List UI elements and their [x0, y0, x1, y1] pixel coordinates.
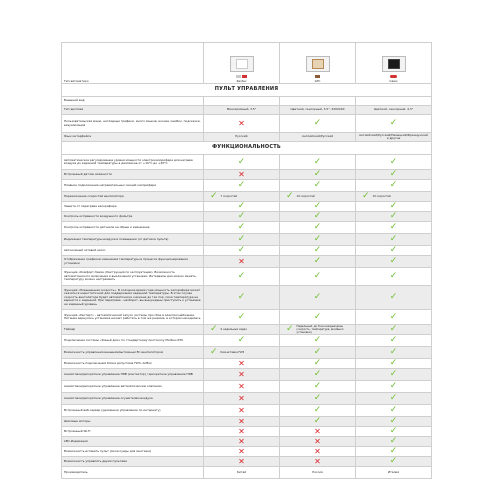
- check-icon: ✓: [313, 405, 322, 415]
- cell-zentec: [204, 246, 280, 256]
- table-row: [62, 467, 432, 479]
- check-icon: ✓: [313, 335, 322, 345]
- cell-gtc: [280, 335, 356, 347]
- cell-text: Английский/Русский: [301, 134, 334, 139]
- cross-icon: ✕: [238, 369, 245, 379]
- check-icon: ✓: [313, 234, 322, 244]
- cell-text: 9 недельных задач: [220, 328, 247, 331]
- cell-zentec: [204, 180, 280, 192]
- cell-caleo: [356, 457, 432, 467]
- cell-text: Недельный, до 8 на каждый день (скорость, температура, вкл/выкл установки): [296, 325, 344, 334]
- check-icon: ✓: [313, 245, 322, 255]
- cell-caleo: [356, 212, 432, 222]
- cell-zentec: [204, 347, 280, 359]
- check-icon: ✓: [237, 201, 246, 211]
- cell-text: 10 скоростей: [296, 195, 315, 198]
- check-icon: ✓: [286, 324, 294, 334]
- row-label: Возможность подключения блока допустима FW3, AirBox: [62, 359, 204, 369]
- cell-gtc: [280, 115, 356, 133]
- check-icon: ✓: [313, 292, 322, 302]
- table-row: [62, 234, 432, 246]
- check-icon: ✓: [389, 358, 398, 368]
- table-row: [62, 417, 432, 427]
- section-header: [62, 84, 432, 97]
- row-label: Функция «Комфорт-Зима» (Инструкция по эксплуатации). Возможность автоматического включения и выключения установки. Интервалы дня можно менять, температуру можно настраивать: [62, 268, 204, 286]
- cell-zentec: [204, 222, 280, 234]
- cross-icon: ✕: [238, 256, 245, 266]
- cross-icon: ✕: [314, 456, 321, 466]
- cross-icon: ✕: [314, 426, 321, 436]
- cell-zentec: [204, 115, 280, 133]
- cell-zentec: [204, 437, 280, 447]
- cross-icon: ✕: [238, 381, 245, 391]
- check-icon: ✓: [237, 311, 246, 322]
- product-name-1: Zentec: [236, 78, 247, 83]
- row-label: Встроенный веб-сервер (удаленное управление по интернету): [62, 405, 204, 417]
- check-icon: ✓: [362, 191, 370, 201]
- check-icon: ✓: [389, 369, 398, 379]
- check-icon: ✓: [237, 156, 246, 167]
- row-label: Встроенный Wi-Fi: [62, 427, 204, 437]
- cell-caleo: [356, 310, 432, 325]
- cross-icon: ✕: [238, 446, 245, 456]
- row-label: LED-Индикация: [62, 437, 204, 447]
- cell-caleo: [356, 106, 432, 115]
- cross-icon: ✕: [238, 358, 245, 368]
- check-icon: ✓: [389, 456, 398, 466]
- row-label: Отображение графиков изменения температуры в процессе функционирования установки: [62, 256, 204, 268]
- cell-text: Китай: [236, 469, 247, 474]
- cell-caleo: [356, 246, 432, 256]
- row-label: Автоматическое регулирование уровня мощности электрокалорифера для нагрева воздуха до заданной температуры в диапазоне от +10°С до +30°С: [62, 155, 204, 170]
- table-row: [62, 427, 432, 437]
- row-label: Индикация температуры воздуха в помещении (от датчика пульта): [62, 234, 204, 246]
- cell-caleo: [356, 381, 432, 393]
- cell-zentec: [204, 170, 280, 180]
- check-icon: ✓: [389, 335, 398, 345]
- check-icon: ✓: [313, 169, 322, 179]
- section-title: ФУНКЦИОНАЛЬНОСТЬ: [62, 142, 432, 155]
- cell-gtc: [280, 97, 356, 106]
- table-row: [62, 347, 432, 359]
- cell-text: Цветной, сенсорный, 4.3": [373, 107, 414, 112]
- table-row: [62, 405, 432, 417]
- cell-text: Россия: [312, 469, 323, 474]
- check-icon: ✓: [313, 369, 322, 379]
- check-icon: ✓: [286, 191, 294, 201]
- cell-gtc: [280, 427, 356, 437]
- check-icon: ✓: [389, 222, 398, 232]
- check-icon: ✓: [389, 156, 398, 167]
- cell-caleo: [356, 325, 432, 335]
- cell-zentec: [204, 457, 280, 467]
- cell-gtc: [280, 393, 356, 405]
- cell-text: Цветной, сенсорный, 3.5", 320X240: [290, 107, 345, 112]
- check-icon: ✓: [389, 416, 398, 426]
- product-column-1: [204, 43, 280, 84]
- cell-text: Ким-вставка FW3: [220, 351, 245, 354]
- check-icon: ✓: [237, 335, 246, 345]
- cell-gtc: [280, 359, 356, 369]
- check-icon: ✓: [389, 118, 398, 128]
- check-icon: ✓: [237, 180, 246, 190]
- section-header: [62, 142, 432, 155]
- check-icon: ✓: [313, 180, 322, 190]
- cross-icon: ✕: [238, 393, 245, 403]
- check-icon: ✓: [313, 393, 322, 403]
- table-row: [62, 268, 432, 286]
- table-row: [62, 97, 432, 106]
- check-icon: ✓: [237, 271, 246, 281]
- check-icon: ✓: [313, 358, 322, 368]
- cell-gtc: [280, 467, 356, 479]
- cell-caleo: [356, 286, 432, 310]
- cell-caleo: [356, 369, 432, 381]
- cross-icon: ✕: [314, 436, 321, 446]
- cell-gtc: [280, 347, 356, 359]
- cell-zentec: [204, 268, 280, 286]
- product-image-1: [230, 56, 254, 72]
- cell-zentec: [204, 133, 280, 142]
- cell-caleo: [356, 115, 432, 133]
- product-image-2: [306, 56, 330, 72]
- product-name-3: Caleo: [389, 78, 398, 83]
- table-row: [62, 180, 432, 192]
- check-icon: ✓: [210, 191, 218, 201]
- check-icon: ✓: [313, 271, 322, 281]
- cell-caleo: [356, 405, 432, 417]
- table-row: [62, 192, 432, 202]
- cell-gtc: [280, 457, 356, 467]
- row-label: Переключение скоростей вентилятора: [62, 192, 204, 202]
- cell-caleo: [356, 467, 432, 479]
- cell-text: Монохромный, 3.5": [226, 107, 257, 112]
- cell-zentec: [204, 310, 280, 325]
- row-label: Контроль исправности воздушного фильтра: [62, 212, 204, 222]
- table-row: [62, 155, 432, 170]
- check-icon: ✓: [389, 426, 398, 436]
- cell-caleo: [356, 155, 432, 170]
- cell-text: Русский: [235, 134, 248, 139]
- check-icon: ✓: [389, 292, 398, 302]
- table-row: [62, 286, 432, 310]
- comparison-table: [61, 42, 432, 479]
- cell-gtc: [280, 155, 356, 170]
- check-icon: ✓: [389, 324, 398, 334]
- cross-icon: ✕: [314, 446, 321, 456]
- check-icon: ✓: [313, 381, 322, 391]
- flag-icons-1: [236, 75, 247, 78]
- cell-zentec: [204, 192, 280, 202]
- cell-caleo: [356, 170, 432, 180]
- cell-zentec: [204, 381, 280, 393]
- cell-caleo: [356, 97, 432, 106]
- check-icon: ✓: [389, 169, 398, 179]
- cell-caleo: [356, 133, 432, 142]
- check-icon: ✓: [389, 347, 398, 357]
- table-row: [62, 106, 432, 115]
- cell-caleo: [356, 180, 432, 192]
- cell-zentec: [204, 325, 280, 335]
- flag-icons-2: [315, 75, 320, 78]
- row-label: Таймер: [62, 325, 204, 335]
- cell-caleo: [356, 359, 432, 369]
- cell-zentec: [204, 393, 280, 405]
- cross-icon: ✕: [238, 426, 245, 436]
- type-label: Тип автоматики: [62, 43, 204, 84]
- cell-gtc: [280, 212, 356, 222]
- row-label: Защита от перегрева калорифера: [62, 202, 204, 212]
- cell-zentec: [204, 234, 280, 246]
- table-row: [62, 393, 432, 405]
- cell-gtc: [280, 106, 356, 115]
- check-icon: ✓: [313, 416, 322, 426]
- cell-caleo: [356, 437, 432, 447]
- table-row: [62, 369, 432, 381]
- row-label: Пользовательская меню, наглядные графики, много языков, иконки ошибок, подсказки, визуализация: [62, 115, 204, 133]
- check-icon: ✓: [389, 180, 398, 190]
- cell-zentec: [204, 106, 280, 115]
- table-row: [62, 437, 432, 447]
- row-label: Функция «Рестарт» - автоматический запуск системы при сбое в электроснабжении. Питание вернулось установка начнет работать в том же режиме, в котором находилась: [62, 310, 204, 325]
- cell-caleo: [356, 335, 432, 347]
- cell-zentec: [204, 369, 280, 381]
- cell-zentec: [204, 405, 280, 417]
- product-header-row: [62, 43, 432, 84]
- cell-gtc: [280, 369, 356, 381]
- cell-text: Английский/Русский/Немецкий/Французский и другие: [359, 132, 428, 140]
- cell-gtc: [280, 256, 356, 268]
- table-row: [62, 359, 432, 369]
- row-label: Контроль исправности датчиков на обрыв и замыкание: [62, 222, 204, 234]
- flag-icons-3: [390, 75, 397, 78]
- cell-gtc: [280, 202, 356, 212]
- check-icon: ✓: [313, 156, 322, 167]
- check-icon: ✓: [389, 245, 398, 255]
- table-row: [62, 447, 432, 457]
- cell-gtc: [280, 325, 356, 335]
- row-label: Функция «Повышенная скорость». В холодное время года мощность калорифера может оказаться недостаточной для поддержания заданной температуры. В этом случае скорость вентилятора будет автоматически снижена до тех пор, пока температура не вернется к заданной. При перегреве - наоборот, вы вынуждены приступить к установке на заданный уровень: [62, 286, 204, 310]
- table-row: [62, 246, 432, 256]
- cell-zentec: [204, 467, 280, 479]
- cross-icon: ✕: [238, 436, 245, 446]
- check-icon: ✓: [389, 405, 398, 415]
- cell-caleo: [356, 393, 432, 405]
- table-row: [62, 310, 432, 325]
- table-row: [62, 457, 432, 467]
- cross-icon: ✕: [238, 169, 245, 179]
- cell-gtc: [280, 133, 356, 142]
- check-icon: ✓: [389, 393, 398, 403]
- check-icon: ✓: [237, 292, 246, 302]
- cell-text: Италия: [387, 469, 400, 474]
- product-name-2: GTC: [314, 78, 321, 83]
- row-label: Аналоговое/дискретное управление осушителем воздуха: [62, 393, 204, 405]
- row-label: Плавное подключение нагревательных секций калорифера: [62, 180, 204, 192]
- cell-zentec: [204, 447, 280, 457]
- check-icon: ✓: [389, 256, 398, 266]
- table-row: [62, 222, 432, 234]
- check-icon: ✓: [237, 245, 246, 255]
- table-row: [62, 381, 432, 393]
- section-title: ПУЛЬТ УПРАВЛЕНИЯ: [62, 84, 432, 97]
- row-label: Возможность управлять двумя пультами: [62, 457, 204, 467]
- check-icon: ✓: [237, 234, 246, 244]
- row-label: Шаговые моторы: [62, 417, 204, 427]
- cell-caleo: [356, 268, 432, 286]
- check-icon: ✓: [389, 211, 398, 221]
- cell-gtc: [280, 234, 356, 246]
- check-icon: ✓: [389, 436, 398, 446]
- cell-gtc: [280, 268, 356, 286]
- cell-zentec: [204, 212, 280, 222]
- check-icon: ✓: [210, 324, 218, 334]
- cell-gtc: [280, 381, 356, 393]
- cell-text: 7 скоростей: [220, 195, 238, 198]
- check-icon: ✓: [313, 347, 322, 357]
- row-label: Язык интерфейса: [62, 133, 204, 142]
- row-label: Возможность управления внешним/вытяжным ЕС вентилятором: [62, 347, 204, 359]
- cell-zentec: [204, 155, 280, 170]
- check-icon: ✓: [313, 256, 322, 266]
- comparison-document: [61, 42, 428, 479]
- cell-gtc: [280, 222, 356, 234]
- row-label: Встроенный датчик влажности: [62, 170, 204, 180]
- row-label: Подключение системы «Умный дом» по стандартному протоколу Modbus RTU: [62, 335, 204, 347]
- row-label: Аналоговое/дискретное управление автоматическим клапаном: [62, 381, 204, 393]
- cell-caleo: [356, 447, 432, 457]
- cross-icon: ✕: [238, 456, 245, 466]
- table-row: [62, 325, 432, 335]
- cell-caleo: [356, 222, 432, 234]
- cell-gtc: [280, 180, 356, 192]
- product-image-3: [382, 56, 406, 72]
- check-icon: ✓: [389, 446, 398, 456]
- cross-icon: ✕: [238, 405, 245, 415]
- table-row: [62, 202, 432, 212]
- cross-icon: ✕: [238, 416, 245, 426]
- cell-zentec: [204, 256, 280, 268]
- cell-caleo: [356, 256, 432, 268]
- table-row: [62, 133, 432, 142]
- check-icon: ✓: [389, 201, 398, 211]
- cell-caleo: [356, 427, 432, 437]
- check-icon: ✓: [313, 211, 322, 221]
- cell-caleo: [356, 234, 432, 246]
- row-label: Автономный сетевой насос: [62, 246, 204, 256]
- cell-gtc: [280, 447, 356, 457]
- product-column-2: [280, 43, 356, 84]
- cell-zentec: [204, 335, 280, 347]
- row-label: Тип дисплея: [62, 106, 204, 115]
- check-icon: ✓: [313, 118, 322, 128]
- cell-gtc: [280, 170, 356, 180]
- check-icon: ✓: [313, 222, 322, 232]
- table-row: [62, 212, 432, 222]
- check-icon: ✓: [389, 311, 398, 322]
- cell-gtc: [280, 286, 356, 310]
- cell-zentec: [204, 97, 280, 106]
- check-icon: ✓: [210, 347, 218, 357]
- cell-gtc: [280, 310, 356, 325]
- cell-gtc: [280, 437, 356, 447]
- row-label: Возможность вставить пульт (Аксессуары для монтажа): [62, 447, 204, 457]
- check-icon: ✓: [237, 222, 246, 232]
- cell-gtc: [280, 417, 356, 427]
- table-row: [62, 170, 432, 180]
- cell-gtc: [280, 192, 356, 202]
- check-icon: ✓: [313, 311, 322, 322]
- table-row: [62, 256, 432, 268]
- product-column-3: [356, 43, 432, 84]
- row-label: Аналоговое/дискретное управление НЯВ (контактор) / дискретное управление НЯВ: [62, 369, 204, 381]
- cell-caleo: [356, 347, 432, 359]
- table-row: [62, 335, 432, 347]
- cell-zentec: [204, 359, 280, 369]
- cell-zentec: [204, 417, 280, 427]
- row-label: Производитель: [62, 467, 204, 479]
- check-icon: ✓: [389, 234, 398, 244]
- cell-caleo: [356, 192, 432, 202]
- check-icon: ✓: [313, 201, 322, 211]
- table-row: [62, 115, 432, 133]
- check-icon: ✓: [389, 271, 398, 281]
- cell-caleo: [356, 202, 432, 212]
- cell-caleo: [356, 417, 432, 427]
- row-label: Внешний вид: [62, 97, 204, 106]
- cell-zentec: [204, 202, 280, 212]
- cell-gtc: [280, 405, 356, 417]
- check-icon: ✓: [389, 381, 398, 391]
- cell-zentec: [204, 427, 280, 437]
- cell-zentec: [204, 286, 280, 310]
- cell-text: 10 скоростей: [372, 195, 391, 198]
- check-icon: ✓: [237, 211, 246, 221]
- cross-icon: ✕: [238, 118, 245, 128]
- cell-gtc: [280, 246, 356, 256]
